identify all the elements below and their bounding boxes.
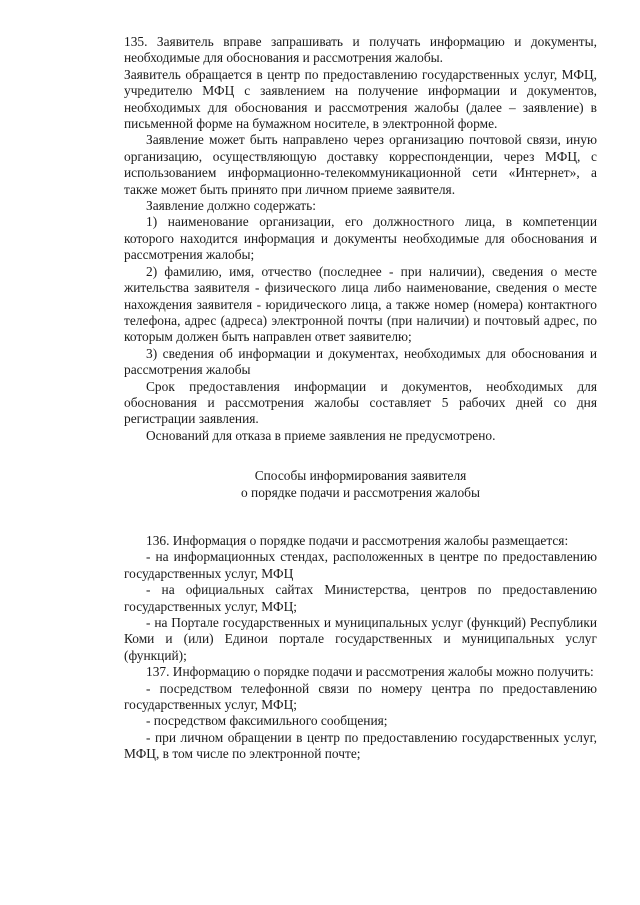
paragraph-137-text: 137. Информацию о порядке подачи и рассмотрения жалобы можно получить: (146, 664, 594, 680)
paragraph-application-submission-text: Заявитель обращается в центр по предоставлению государственных услуг, МФЦ, учредителю МФЦ с заявлением на получение информации и документов, необходимых для обоснования и рассмотрения жалобы (далее – заявление) в письменной форме на бумажном носителе, в электронной форме. (124, 66, 597, 132)
paragraph-no-refusal (124, 428, 597, 444)
paragraph-deadline (124, 379, 597, 428)
paragraph-application-channels (124, 132, 597, 198)
list-item-1-text: 1) наименование организации, его должностного лица, в компетенции которого находится информация и документы необходимые для обоснования и рассмотрения жалобы; (124, 214, 597, 263)
bullet-fax (124, 713, 597, 729)
paragraph-136 (124, 533, 597, 549)
bullet-personal-visit (124, 730, 597, 763)
paragraph-136-text: 136. Информация о порядке подачи и рассмотрения жалобы размещается: (146, 532, 569, 548)
list-item-3 (124, 346, 597, 379)
bullet-info-stands (124, 549, 597, 582)
paragraph-135-text: 135. Заявитель вправе запрашивать и получать информацию и документы, необходимые для обоснования и рассмотрения жалобы. (124, 34, 597, 66)
bullet-official-sites-text: - на официальных сайтах Министерства, центров по предоставлению государственных услуг, МФЦ; (124, 582, 597, 614)
section-heading-line-1: Способы информирования заявителя (254, 468, 467, 484)
paragraph-135 (124, 34, 597, 67)
paragraph-application-channels-text: Заявление может быть направлено через организацию почтовой связи, иную организацию, осуществляющую доставку корреспонденции, через МФЦ, с использованием информационно-телекоммуникационной сети «Интернет», а также может быть принято при личном приеме заявителя. (124, 132, 597, 197)
document-page (124, 34, 597, 763)
bullet-fax-text: - посредством факсимильного сообщения; (146, 713, 388, 729)
paragraph-137 (124, 664, 597, 680)
bullet-phone (124, 681, 597, 714)
bullet-personal-visit-text: - при личном обращении в центр по предоставлению государственных услуг, МФЦ, в том числе по электронной почте; (124, 729, 597, 762)
paragraph-application-submission (124, 67, 597, 133)
list-item-2 (124, 264, 597, 346)
section-heading-line-2: о порядке подачи и рассмотрения жалобы (240, 484, 480, 500)
list-item-3-text: 3) сведения об информации и документах, необходимых для обоснования и рассмотрения жалобы (124, 345, 597, 378)
paragraph-no-refusal-text: Оснований для отказа в приеме заявления не предусмотрено. (146, 427, 496, 443)
bullet-phone-text: - посредством телефонной связи по номеру центра по предоставлению государственных услуг, МФЦ; (124, 680, 597, 713)
bullet-info-stands-text: - на информационных стендах, расположенных в центре по предоставлению государственных услуг, МФЦ (124, 549, 597, 581)
list-item-1 (124, 214, 597, 263)
bullet-official-sites (124, 582, 597, 615)
bullet-portal (124, 615, 597, 664)
paragraph-application-contents-text: Заявление должно содержать: (146, 198, 316, 214)
paragraph-deadline-text: Срок предоставления информации и документов, необходимых для обоснования и рассмотрения жалобы составляет 5 рабочих дней со дня регистрации заявления. (124, 378, 597, 427)
bullet-portal-text: - на Портале государственных и муниципальных услуг (функций) Республики Коми и (или) Единои портале государственных и муниципальных услуг (функций); (124, 615, 597, 663)
paragraph-application-contents (124, 198, 597, 214)
section-heading (124, 468, 597, 501)
list-item-2-text: 2) фамилию, имя, отчество (последнее - при наличии), сведения о месте жительства заявителя - физического лица либо наименование, сведения о месте нахождения заявителя - юридического лица, а также номер (номера) контактного телефона, адрес (адреса) электронной почты (при наличии) и почтовый адрес, по которым должен быть направлен ответ заявителю; (124, 263, 597, 345)
